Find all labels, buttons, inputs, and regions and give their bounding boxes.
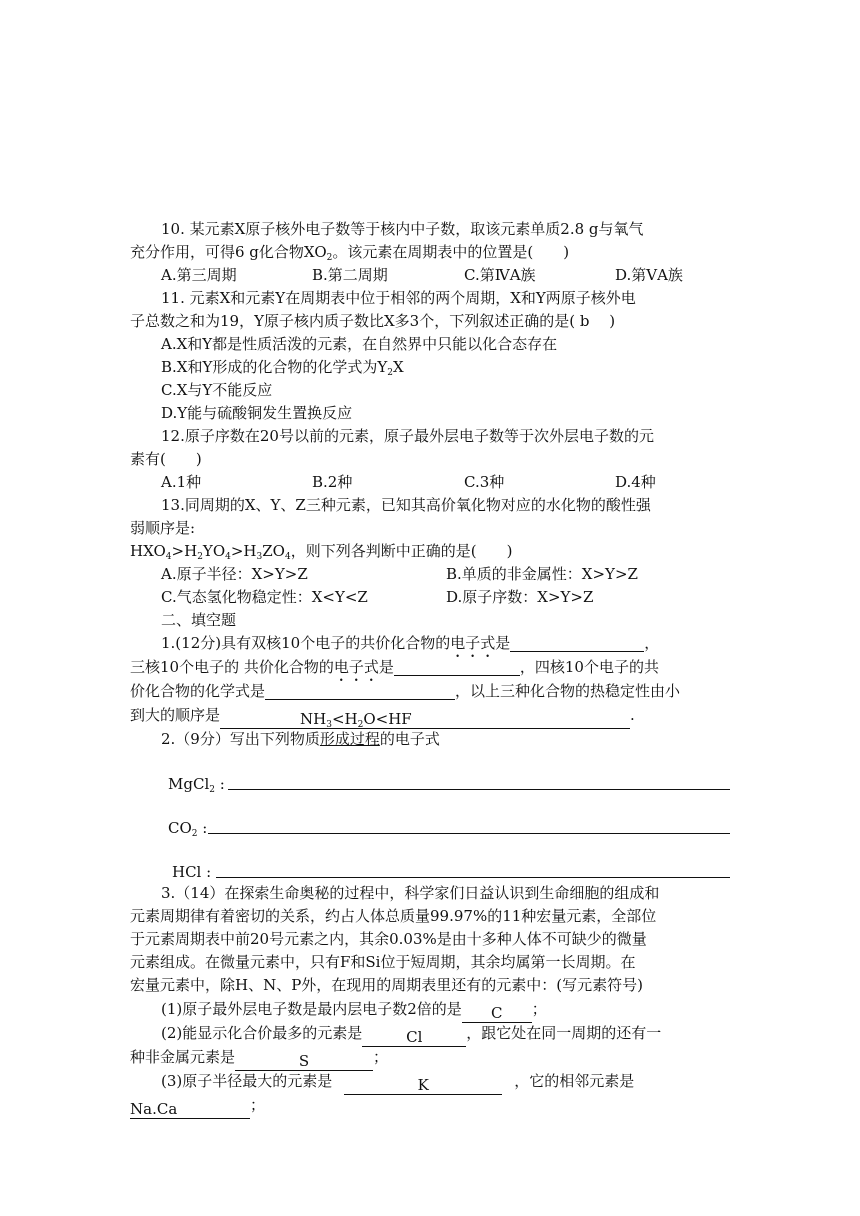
q12-option-d: D.4种 — [615, 473, 656, 491]
f1-line4-end: . — [630, 706, 635, 724]
f2-heading-rest: 的电子式 — [379, 730, 440, 748]
q11-option-b-text: B.X和Y形成的化合物的化学式为Y — [161, 358, 388, 376]
f1-line1-text: 1.(12分)具有双核10个电子的共价化合物的 — [161, 634, 451, 652]
q13-formula: ZO — [262, 542, 285, 560]
f1-line4-text: 到大的顺序是 — [130, 706, 221, 724]
q10-option-a: A.第三周期 — [161, 266, 237, 284]
f2-formula: CO — [168, 819, 192, 837]
f1-blank-3[interactable] — [265, 682, 455, 700]
q13-option-d: D.原子序数：X>Y>Z — [446, 588, 594, 606]
f1-line3 — [130, 680, 680, 702]
q10-option-c: C.第ⅣA族 — [464, 266, 536, 284]
f3-sub3-answer: K — [417, 1076, 429, 1094]
f3-sub2-cont-text: 种非金属元素是 — [130, 1048, 236, 1066]
q13-option-c: C.气态氢化物稳定性：X<Y<Z — [161, 588, 368, 606]
f1-answer-blank[interactable] — [220, 711, 630, 729]
f2-blank-mgcl2[interactable] — [228, 789, 730, 790]
f3-sub2 — [161, 1022, 661, 1044]
f2-blank-hcl[interactable] — [216, 877, 730, 878]
f3-sub3-text: (3)原子半径最大的元素是 — [161, 1072, 333, 1090]
q11-option-b-rest: X — [393, 358, 404, 376]
f1-blank-1[interactable] — [510, 634, 644, 652]
q13-sub: 4 — [165, 552, 172, 562]
q11-option-d: D.Y能与硫酸铜发生置换反应 — [161, 404, 353, 422]
f1-answer: NH — [300, 710, 327, 728]
f3-sub3-rest: ，它的相邻元素是 — [514, 1072, 635, 1090]
f3-sub3-cont — [130, 1094, 265, 1116]
q12-option-a: A.1种 — [161, 473, 202, 491]
f3-sub1-text: (1)原子最外层电子数是最内层电子数2倍的是 — [161, 1000, 462, 1018]
f2-item-co2 — [168, 817, 207, 839]
q12-option-b: B.2种 — [312, 473, 353, 491]
f3-sub1-end: ； — [531, 1000, 547, 1018]
q13-sub: 2 — [197, 552, 203, 562]
q12-line1: 12.原子序数在20号以前的元素，原子最外层电子数等于次外层电子数的元 — [161, 427, 654, 445]
f2-colon: : — [201, 863, 212, 881]
f3-sub3-answer-2: Na.Ca — [130, 1100, 178, 1118]
f2-formula: HCl — [172, 863, 202, 881]
f3-sub3 — [161, 1070, 634, 1092]
f3-sub1 — [161, 998, 547, 1020]
f2-item-hcl — [172, 861, 211, 883]
q13-line3-rest: ，则下列各判断中正确的是( ) — [290, 542, 513, 560]
f3-sub2-rest: ，跟它处在同一周期的还有一 — [466, 1024, 662, 1042]
f3-sub1-blank[interactable] — [462, 1005, 532, 1023]
q11-option-c: C.X与Y不能反应 — [161, 381, 273, 399]
f3-sub2-blank-2[interactable] — [235, 1053, 373, 1071]
f2-heading — [161, 728, 440, 750]
q10-line1: 10. 某元素X原子核外电子数等于核内中子数，取该元素单质2.8 g与氧气 — [161, 220, 644, 238]
q13-formula: YO — [202, 542, 226, 560]
q13-sub: 4 — [225, 552, 231, 562]
f3-sub2-blank[interactable] — [362, 1029, 466, 1047]
f1-line1 — [161, 632, 659, 654]
f1-answer: <H — [331, 710, 358, 728]
q10-subscript: 2 — [326, 253, 333, 263]
q11-option-a: A.X和Y都是性质活泼的元素，在自然界中只能以化合态存在 — [161, 335, 558, 353]
f3-sub1-answer: C — [491, 1004, 503, 1022]
f1-line1-text: 是 — [495, 634, 511, 652]
f2-colon: : — [197, 819, 208, 837]
q11-line2: 子总数之和为19，Y原子核内质子数比X多3个，下列叙述正确的是( b ) — [130, 312, 616, 330]
f1-answer-sub: 2 — [357, 720, 364, 730]
q11-option-b-sub: 2 — [387, 368, 394, 378]
f1-line3-text: 价化合物的化学式是 — [130, 682, 266, 700]
f2-heading-text: 2.（9分）写出下列物质 — [161, 730, 320, 748]
f3-sub2-text: (2)能显示化合价最多的元素是 — [161, 1024, 363, 1042]
q13-option-b: B.单质的非金属性：X>Y>Z — [446, 565, 638, 583]
q10-option-b: B.第二周期 — [312, 266, 388, 284]
f3-para-line4: 元素组成。在微量元素中，只有F和Si位于短周期，其余均属第一长周期。在 — [130, 953, 636, 971]
q13-line1: 13.同周期的X、Y、Z三种元素，已知其高价氧化物对应的水化物的酸性强 — [161, 496, 651, 514]
section-heading: 二、填空题 — [161, 611, 237, 629]
f1-line2-text: 三核10个电子的 共价化合物的 — [130, 658, 334, 676]
f3-sub3-blank[interactable] — [344, 1077, 502, 1095]
q13-formula: >H — [171, 542, 198, 560]
q13-formula: >H — [230, 542, 257, 560]
f1-emphasis-text: 电子式 — [333, 658, 379, 676]
f3-sub3-blank-2[interactable] — [130, 1101, 250, 1119]
f2-item-mgcl2 — [168, 773, 225, 795]
f1-line4 — [130, 704, 635, 730]
f3-sub2-end: ； — [373, 1048, 389, 1066]
f3-sub2-answer-2: S — [298, 1052, 310, 1070]
q13-sub: 3 — [256, 552, 263, 562]
f1-line2 — [130, 656, 659, 678]
f3-sub2-answer: Cl — [406, 1028, 423, 1046]
q13-line2: 弱顺序是: — [130, 519, 196, 537]
q13-sub: 4 — [284, 552, 291, 562]
f1-line1-end: ， — [644, 634, 660, 652]
f1-blank-2[interactable] — [394, 658, 520, 676]
q11-option-b — [161, 356, 404, 378]
f3-para-line2: 元素周期律有着密切的关系，约占人体总质量99.97%的11种宏量元素，全部位 — [130, 907, 657, 925]
f3-para-line5: 宏量元素中，除H、N、P外，在现用的周期表里还有的元素中：(写元素符号) — [130, 976, 644, 994]
q10-line2-text: 充分作用，可得6 g化合物XO — [130, 243, 327, 261]
f3-para-line1: 3.（14）在探索生命奥秘的过程中，科学家们日益认识到生命细胞的组成和 — [161, 884, 660, 902]
q13-line3 — [130, 540, 512, 562]
f2-colon: : — [214, 775, 225, 793]
f1-line3-rest: ，以上三种化合物的热稳定性由小 — [455, 682, 681, 700]
f2-formula: MgCl — [168, 775, 210, 793]
f1-answer: O<HF — [363, 710, 412, 728]
f1-line2-rest: ，四核10个电子的共 — [519, 658, 659, 676]
q12-option-c: C.3种 — [464, 473, 505, 491]
q12-line2: 素有( ) — [130, 450, 202, 468]
q11-line1: 11. 元素X和元素Y在周期表中位于相邻的两个周期，X和Y两原子核外电 — [161, 289, 636, 307]
f2-heading-underlined: 形成过程 — [319, 730, 380, 748]
f1-line2-text: 是 — [378, 658, 394, 676]
q13-option-a: A.原子半径：X>Y>Z — [161, 565, 308, 583]
f2-formula-sub: 2 — [209, 785, 215, 795]
f3-para-line3: 于元素周期表中前20号元素之内，其余0.03%是由十多种人体不可缺少的微量 — [130, 930, 647, 948]
f1-answer-sub: 3 — [326, 720, 332, 730]
f3-sub2-cont — [130, 1046, 388, 1068]
f3-sub3-end: ； — [250, 1096, 266, 1114]
f1-emphasis-text: 电子式 — [450, 634, 496, 652]
q13-formula: HXO — [130, 542, 166, 560]
q10-line2 — [130, 241, 569, 263]
q10-line2-rest: 。该元素在周期表中的位置是( ) — [332, 243, 570, 261]
q10-option-d: D.第ⅤA族 — [615, 266, 683, 284]
f2-blank-co2[interactable] — [208, 833, 730, 834]
f2-formula-sub: 2 — [191, 829, 198, 839]
